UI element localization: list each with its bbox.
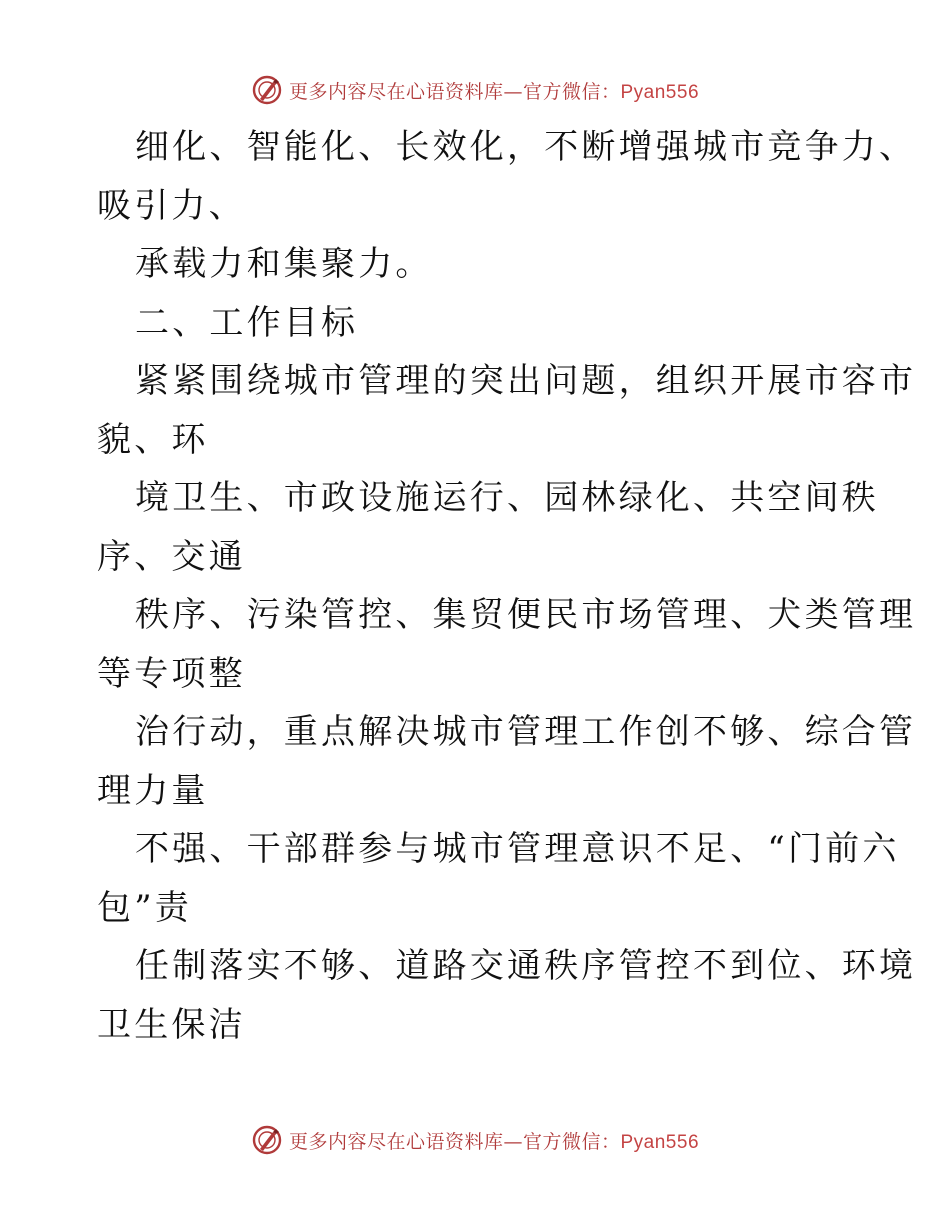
body-line: 卫生保洁 [97,1004,246,1045]
body-line: 等专项整 [97,653,246,694]
body-line: 不强、干部群参与城市管理意识不足、“门前六 [135,829,900,869]
watermark-prefix: 更多内容尽在心语资料库 [288,80,504,103]
body-line: 秩序、污染管控、集贸便民市场管理、犬类管理 [135,595,917,635]
body-line: 治行动，重点解决城市管理工作创不够、综合管 [135,712,917,752]
watermark-middle: 官方微信： [522,80,621,103]
body-line: 理力量 [97,770,209,811]
watermark-text [289,1127,699,1154]
body-line: 貌、环 [97,419,209,460]
body-line: 序、交通 [97,536,246,577]
footer-watermark [0,1120,950,1160]
watermark-prefix: 更多内容尽在心语资料库 [288,1130,504,1153]
body-line: 细化、智能化、长效化，不断增强城市竞争力、 [135,127,917,167]
watermark-dash: — [503,80,523,103]
pen-seal-logo-icon [251,1124,283,1156]
body-line: 任制落实不够、道路交通秩序管控不到位、环境 [135,946,917,986]
pen-seal-logo-icon [251,74,283,106]
body-line: 境卫生、市政设施运行、园林绿化、共空间秩 [135,478,879,518]
body-line: 承载力和集聚力。 [135,244,433,284]
body-line: 紧紧围绕城市管理的突出问题，组织开展市容市 [135,361,917,401]
header-watermark [0,70,950,110]
body-line: 吸引力、 [97,185,246,226]
watermark-account: Pyan556 [620,1131,700,1153]
section-heading: 二、工作目标 [135,302,359,343]
body-line: 包”责 [97,887,192,928]
watermark-middle: 官方微信： [522,1130,621,1153]
watermark-account: Pyan556 [620,81,700,103]
watermark-dash: — [503,1130,523,1153]
watermark-text [289,77,699,104]
document-body [97,118,917,1054]
